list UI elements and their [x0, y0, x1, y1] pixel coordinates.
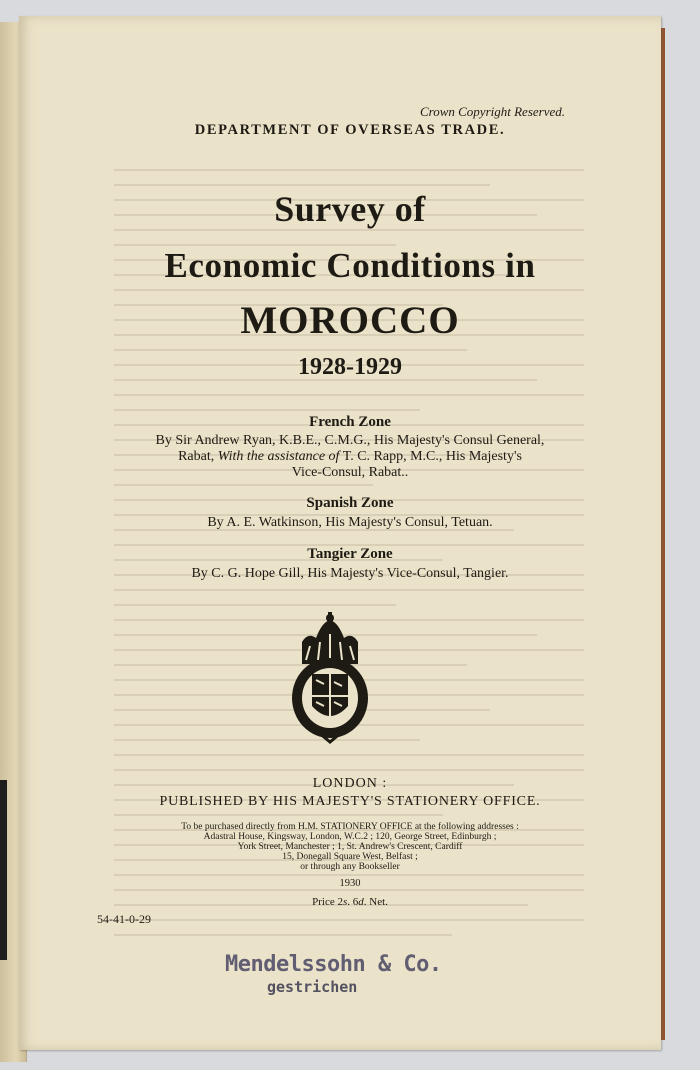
title-line-2: Economic Conditions in — [164, 246, 536, 285]
zone-heading-tangier: Tangier Zone — [307, 546, 393, 562]
publication-year: 1930 — [339, 878, 361, 889]
price: Price 2s. 6d. Net. — [312, 896, 388, 908]
publisher-name: PUBLISHED BY HIS MAJESTY'S STATIONERY OFFICE. — [159, 794, 541, 809]
royal-crest-icon — [288, 612, 372, 744]
purchase-info-line: Adastral House, Kingsway, London, W.C.2 ; 120, George Street, Edinburgh ; — [203, 832, 497, 842]
zone-author-line: Vice-Consul, Rabat.. — [291, 465, 409, 480]
title-line-1: Survey of — [274, 189, 426, 229]
purchase-info-line: York Street, Manchester ; 1, St. Andrew's Crescent, Cardiff — [237, 842, 463, 852]
stamp-name: Mendelssohn & Co. — [225, 952, 442, 977]
purchase-info-line: To be purchased directly from H.M. STATIONERY OFFICE at the following addresses : — [181, 822, 519, 832]
publisher-city: LONDON : — [312, 776, 388, 791]
zone-author-line: Rabat, With the assistance of T. C. Rapp, M.C., His Majesty's — [178, 449, 522, 464]
catalogue-code: 54-41-0-29 — [97, 912, 151, 926]
title-country: MOROCCO — [240, 299, 460, 342]
purchase-info-line: 15, Donegall Square West, Belfast ; — [282, 852, 418, 862]
zone-author-line: By Sir Andrew Ryan, K.B.E., C.M.G., His Majesty's Consul General, — [155, 433, 545, 448]
zone-author-line: By C. G. Hope Gill, His Majesty's Vice-Consul, Tangier. — [191, 566, 509, 581]
purchase-info-line: or through any Bookseller — [300, 862, 400, 872]
zone-heading-french: French Zone — [309, 414, 391, 430]
ownership-stamp — [225, 952, 442, 996]
zone-author-line: By A. E. Watkinson, His Majesty's Consul, Tetuan. — [207, 515, 493, 530]
title-page — [19, 16, 661, 1050]
copyright-notice: Crown Copyright Reserved. — [419, 104, 565, 119]
title-years: 1928-1929 — [298, 354, 402, 380]
zone-heading-spanish: Spanish Zone — [306, 495, 394, 511]
stamp-cancel: gestrichen — [267, 978, 358, 996]
department-heading: DEPARTMENT OF OVERSEAS TRADE. — [194, 122, 506, 138]
